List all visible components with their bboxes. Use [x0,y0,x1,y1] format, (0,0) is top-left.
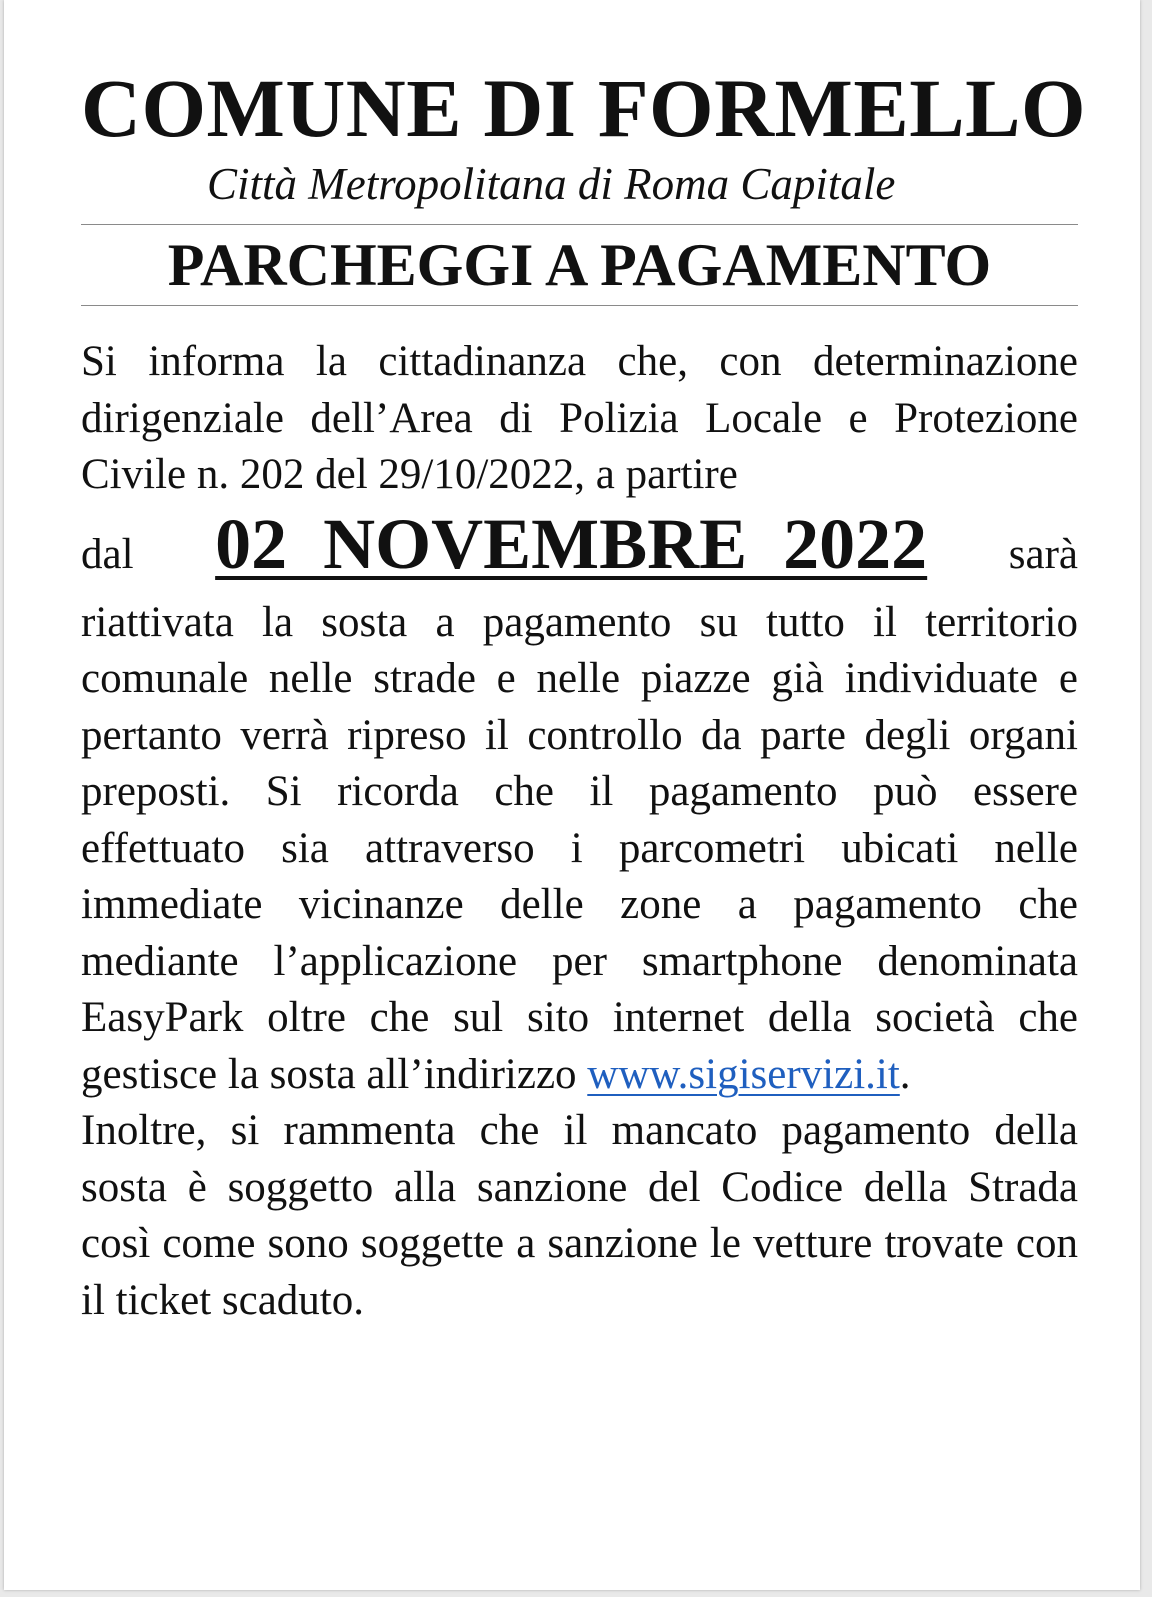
notice-body [81,334,1078,1329]
notice-intro: Si informa la cittadinanza che, con determinazione dirigenziale dell’Area di Polizia Locale e Protezione Civile n. 202 del 29/10/2022, a partire [81,338,1078,498]
municipality-title: COMUNE DI FORMELLO [81,62,1086,154]
effective-date-line [81,504,1078,595]
notice-main-paragraph [81,595,1078,1104]
notice-main-text: riattivata la sosta a pagamento su tutto il territorio comunale nelle strade e nelle piazze già individuate e pertanto verrà ripreso il controllo da parte degli organi preposti. Si ricorda che il pagamento può essere effettuato sia attraverso i parcometri ubicati nelle immediate vicinanze delle zone a pagamento che mediante l’applicazione per smartphone denominata EasyPark oltre che sul sito internet della società che gestisce la sosta all’indirizzo [81,598,1078,1098]
notice-final-paragraph: Inoltre, si rammenta che il mancato pagamento della sosta è soggetto alla sanzione del Codice della Strada così come sono soggette a sanzione le vetture trovate con il ticket scaduto. [81,1107,1078,1324]
notice-page [4,0,1140,1590]
website-link[interactable]: www.sigiservizi.it [587,1050,900,1098]
date-suffix: sarà [1008,530,1078,578]
link-period: . [899,1050,911,1098]
municipality-subtitle: Città Metropolitana di Roma Capitale [207,159,896,209]
headline-rule-bottom [81,305,1078,306]
notice-content [81,60,1086,1329]
effective-date: 02 NOVEMBRE 2022 [215,503,928,584]
notice-headline: PARCHEGGI A PAGAMENTO [167,232,992,298]
date-prefix: dal [81,530,134,578]
